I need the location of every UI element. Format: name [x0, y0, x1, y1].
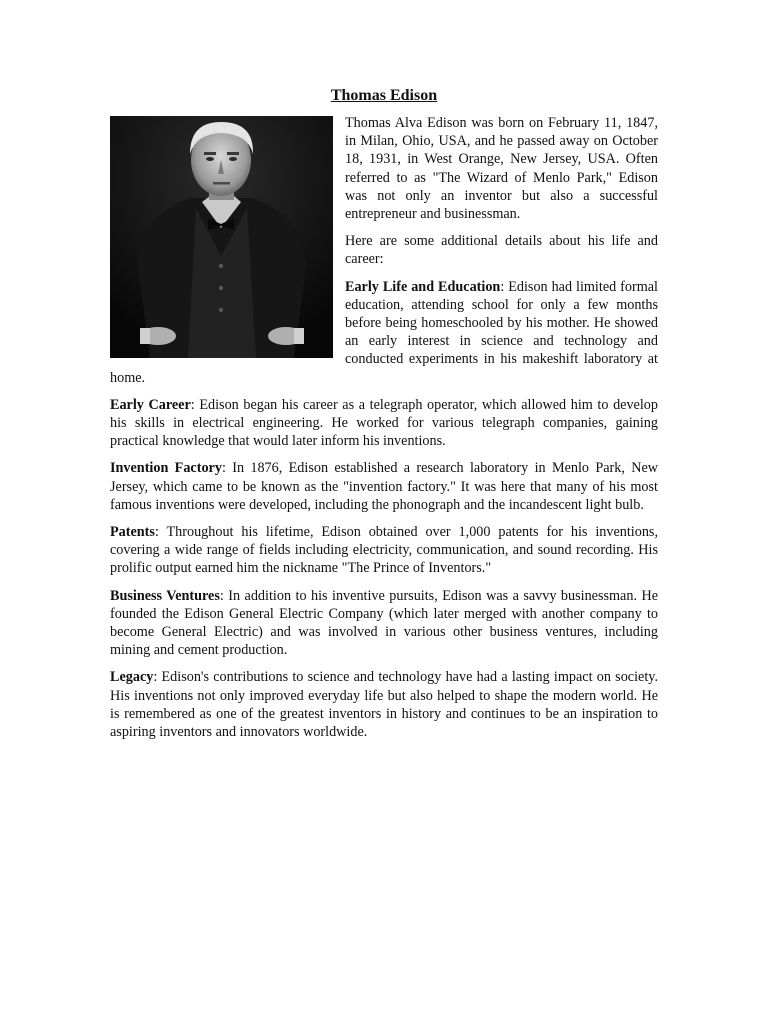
section-paragraph-invention-factory	[110, 459, 658, 514]
document-page	[110, 86, 658, 750]
lead-in-paragraph: Here are some additional details about his life and career:	[345, 233, 658, 268]
section-heading: Business Ventures	[110, 587, 220, 604]
section-text: : Edison's contributions to science and technology have had a lasting impact on society. His inventions not only improved everyday life but also helped to shape the modern world. He is remembered as one of the greatest inventors in history and continues to be an inspiration to aspiring inventors and innovators worldwide.	[110, 669, 658, 741]
section-text: : In 1876, Edison established a research laboratory in Menlo Park, New Jersey, which came to be known as the "invention factory." It was here that many of his most famous inventions were developed, including the phonograph and the incandescent light bulb.	[110, 460, 658, 513]
section-heading: Patents	[110, 524, 155, 541]
section-heading: Early Career	[110, 396, 191, 413]
section-paragraph-business-ventures	[110, 587, 658, 660]
intro-paragraph: Thomas Alva Edison was born on February 11, 1847, in Milan, Ohio, USA, and he passed away on October 18, 1931, in West Orange, New Jersey, USA. Often referred to as "The Wizard of Menlo Park," Edison was not only an inventor but also a successful entrepreneur and businessman.	[345, 115, 658, 223]
section-paragraph-early-career	[110, 396, 658, 451]
section-text: : Edison had limited formal education, attending school for only a few months before being homeschooled by his mother. He showed an early interest in science and technology and conducted experiments in his makeshift laboratory at home.	[110, 278, 658, 386]
section-heading: Early Life and Education	[345, 278, 501, 295]
section-paragraph-legacy	[110, 668, 658, 741]
section-heading: Invention Factory	[110, 460, 222, 477]
portrait-photo	[110, 116, 333, 358]
section-paragraph-patents	[110, 523, 658, 578]
section-text: : Throughout his lifetime, Edison obtained over 1,000 patents for his inventions, covering a wide range of fields including electricity, communication, and sound recording. His prolific output earned him the nickname "The Prince of Inventors."	[110, 524, 658, 577]
section-heading: Legacy	[110, 669, 154, 686]
document-title: Thomas Edison	[330, 87, 438, 104]
section-text: : In addition to his inventive pursuits, Edison was a savvy businessman. He founded the Edison General Electric Company (which later merged with another company to become General Electric) and was involved in various other business ventures, including mining and cement production.	[110, 587, 658, 659]
section-text: : Edison began his career as a telegraph operator, which allowed him to develop his skills in electrical engineering. He worked for various telegraph companies, gaining practical knowledge that would later inform his inventions.	[110, 396, 658, 450]
